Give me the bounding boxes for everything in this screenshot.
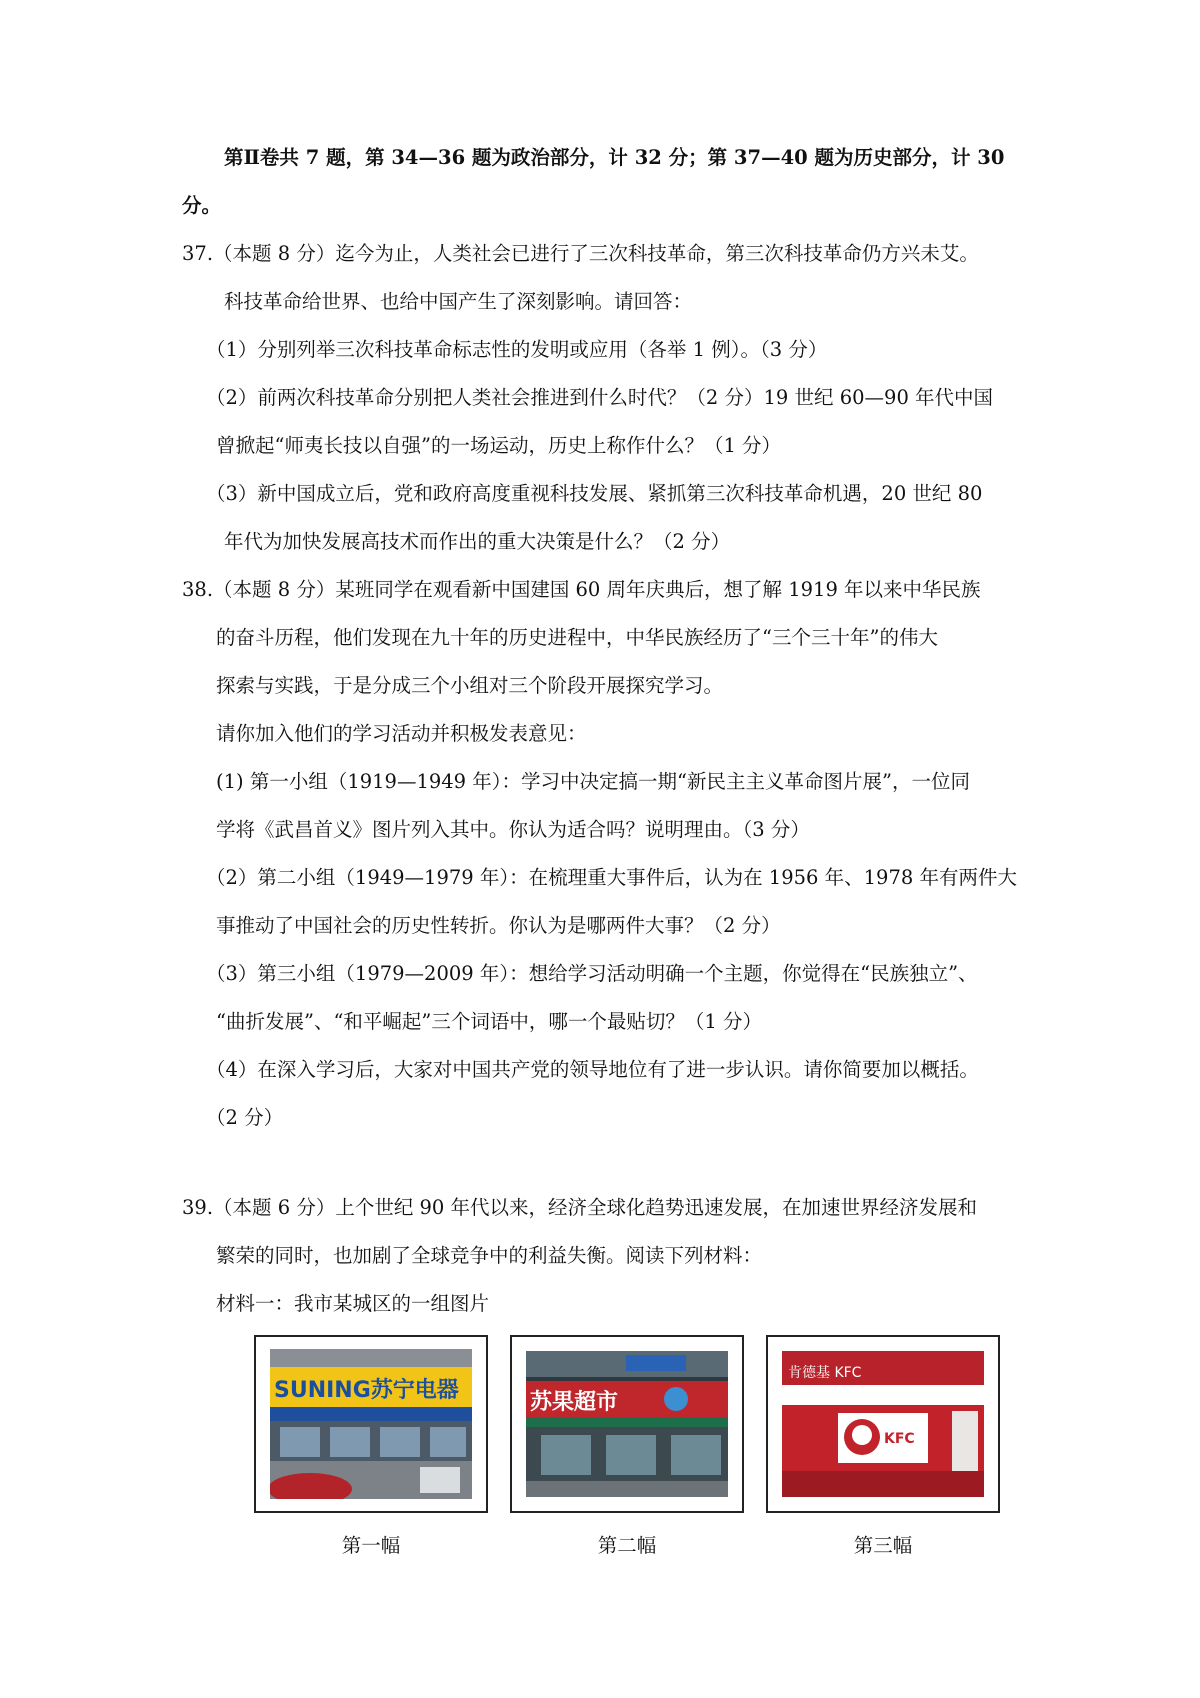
section-instruction-line1: 第Ⅱ卷共 7 题，第 34—36 题为政治部分，计 32 分；第 37—40 题为历史部分，计 30: [224, 146, 1005, 169]
q37-part3-line2: 年代为加快发展高技术而作出的重大决策是什么？（2 分）: [224, 530, 731, 553]
section-instruction-line2: 分。: [182, 194, 222, 217]
kfc-sign-text: 肯德基 KFC: [788, 1365, 862, 1381]
q37-stem-line2: 科技革命给世界、也给中国产生了深刻影响。请回答：: [224, 290, 693, 313]
q38-stem-line4: 请你加入他们的学习活动并积极发表意见：: [216, 722, 587, 745]
q39-stem-line2: 繁荣的同时，也加剧了全球竞争中的利益失衡。阅读下列材料：: [216, 1244, 763, 1267]
q37-part2-line2: 曾掀起“师夷长技以自强”的一场运动，历史上称作什么？（1 分）: [216, 434, 782, 457]
q37-part1: （1）分别列举三次科技革命标志性的发明或应用（各举 1 例）。（3 分）: [206, 338, 828, 361]
q37-stem-line1: 37.（本题 8 分）迄今为止，人类社会已进行了三次科技革命，第三次科技革命仍方兴未艾。: [182, 242, 979, 265]
q38-stem-line2: 的奋斗历程，他们发现在九十年的历史进程中，中华民族经历了“三个三十年”的伟大: [216, 626, 938, 649]
photo-caption-2: 第二幅: [597, 1534, 657, 1557]
storefront-photo-kfc: [782, 1351, 984, 1497]
photo-caption-1: 第一幅: [341, 1534, 401, 1557]
q38-part4-line1: （4）在深入学习后，大家对中国共产党的领导地位有了进一步认识。请你简要加以概括。: [206, 1058, 979, 1081]
suguo-sign-text: 苏果超市: [530, 1390, 619, 1415]
storefront-photo-suguo: [526, 1351, 728, 1497]
q38-part2-line2: 事推动了中国社会的历史性转折。你认为是哪两件大事？（2 分）: [216, 914, 781, 937]
photo-frame-3: [766, 1335, 1000, 1513]
q37-part2-line1: （2）前两次科技革命分别把人类社会推进到什么时代？（2 分）19 世纪 60—90 年代中国: [206, 386, 994, 409]
q38-part3-line2: “曲折发展”、“和平崛起”三个词语中，哪一个最贴切？（1 分）: [216, 1010, 762, 1033]
q38-part1-line2: 学将《武昌首义》图片列入其中。你认为适合吗？说明理由。（3 分）: [216, 818, 810, 841]
q38-part3-line1: （3）第三小组（1979—2009 年）：想给学习活动明确一个主题，你觉得在“民族独立”、: [206, 962, 978, 985]
svg-text:KFC: KFC: [884, 1431, 915, 1447]
photo-frame-1: [254, 1335, 488, 1513]
suning-sign-text: SUNING苏宁电器: [274, 1378, 459, 1403]
q39-material-title: 材料一：我市某城区的一组图片: [216, 1292, 490, 1315]
q38-part2-line1: （2）第二小组（1949—1979 年）：在梳理重大事件后，认为在 1956 年、1978 年有两件大: [206, 866, 1017, 889]
q38-stem-line1: 38.（本题 8 分）某班同学在观看新中国建国 60 周年庆典后，想了解 1919 年以来中华民族: [182, 578, 981, 601]
photo-frame-2: [510, 1335, 744, 1513]
q37-part3-line1: （3）新中国成立后，党和政府高度重视科技发展、紧抓第三次科技革命机遇，20 世纪 80: [206, 482, 983, 505]
q38-part4-line2: （2 分）: [206, 1106, 284, 1129]
q38-part1-line1: (1) 第一小组（1919—1949 年）：学习中决定搞一期“新民主主义革命图片展”，一位同: [216, 770, 970, 793]
photo-caption-3: 第三幅: [853, 1534, 913, 1557]
storefront-photo-suning: [270, 1349, 472, 1499]
q39-stem-line1: 39.（本题 6 分）上个世纪 90 年代以来，经济全球化趋势迅速发展，在加速世界经济发展和: [182, 1196, 978, 1219]
q38-stem-line3: 探索与实践，于是分成三个小组对三个阶段开展探究学习。: [216, 674, 724, 697]
